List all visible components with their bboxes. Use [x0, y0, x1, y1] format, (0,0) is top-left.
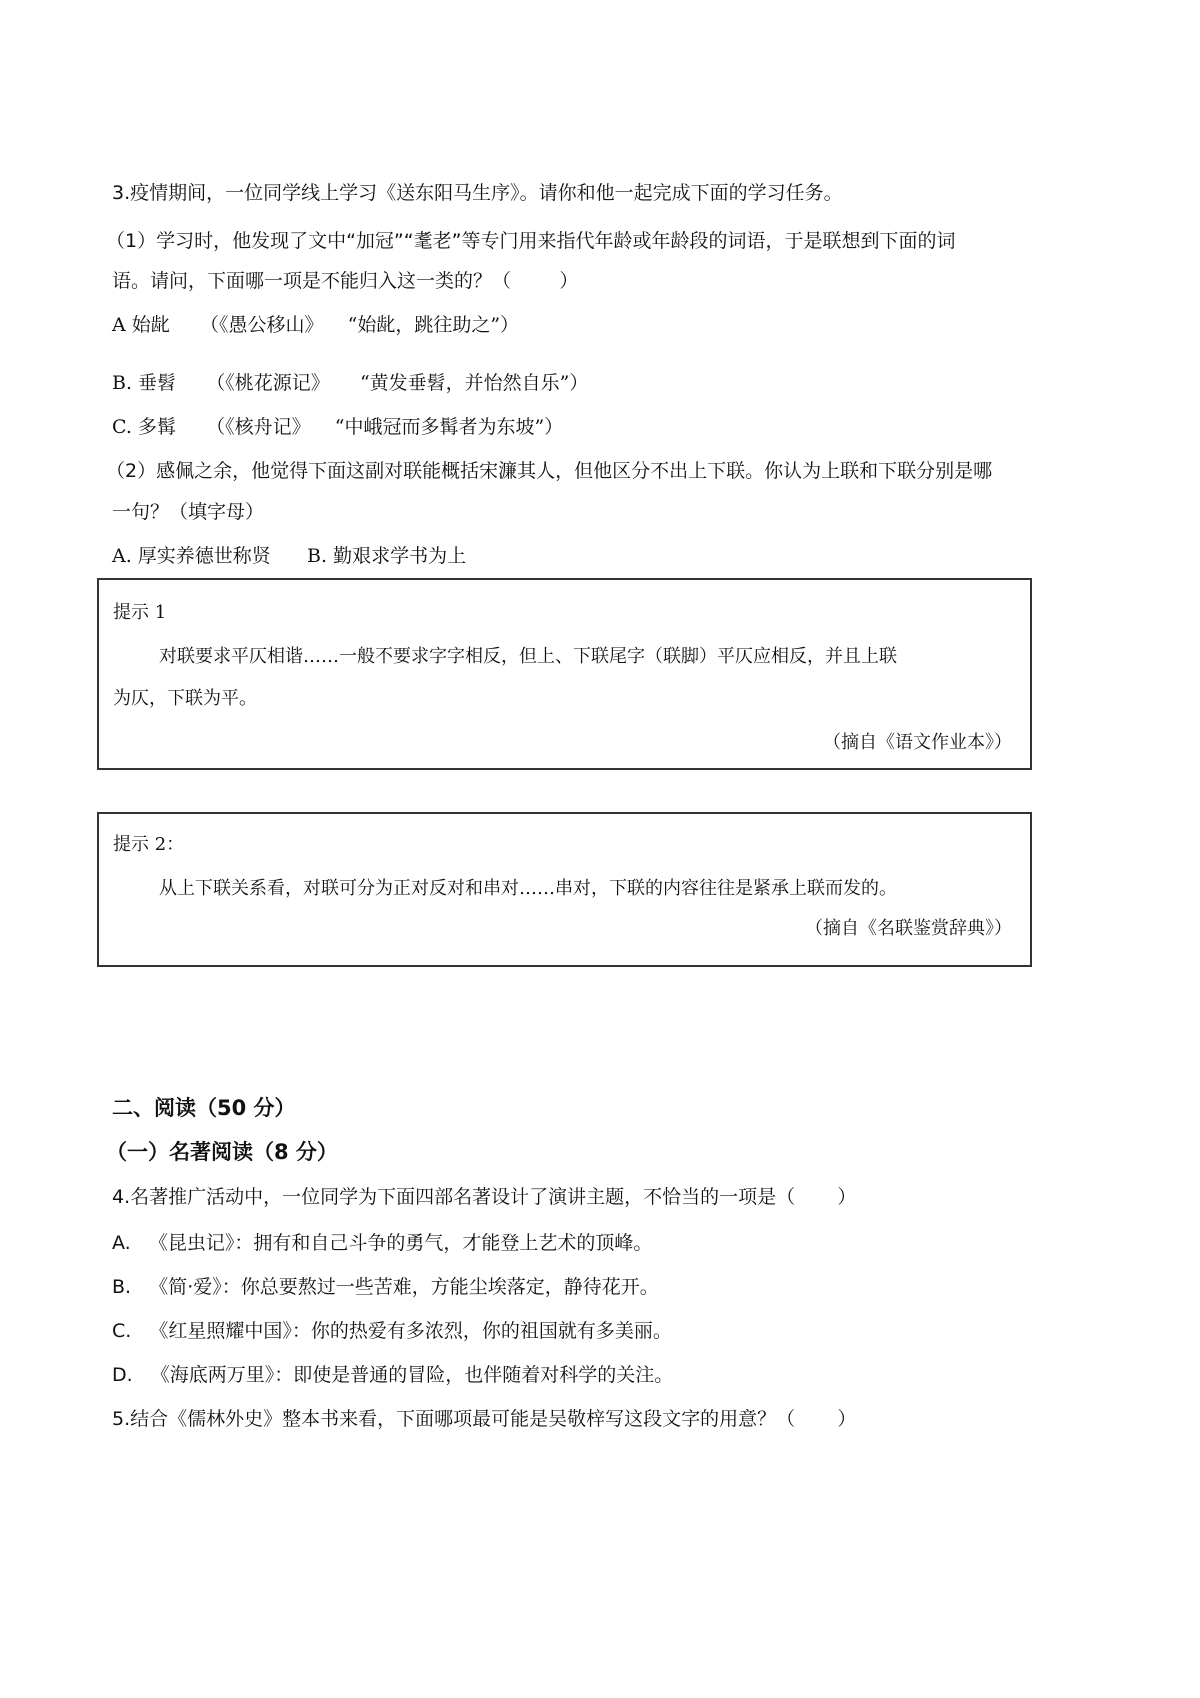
- subsection-heading: （一）名著阅读（8 分）: [106, 1140, 338, 1164]
- q5-stem: 5.结合《儒林外史》整本书来看，下面哪项最可能是吴敬梓写这段文字的用意？（ ）: [112, 1408, 857, 1430]
- q4-option-d: D. 《海底两万里》：即使是普通的冒险，也伴随着对科学的关注。: [112, 1364, 674, 1386]
- hint-1-title: 提示 1: [113, 602, 167, 623]
- q4-option-c: C. 《红星照耀中国》：你的热爱有多浓烈，你的祖国就有多美丽。: [112, 1320, 672, 1342]
- q3-part1-line1: （1）学习时，他发现了文中“加冠”“耄老”等专门用来指代年龄或年龄段的词语，于是联想到下面的词: [106, 230, 956, 252]
- q3-stem: 3.疫情期间，一位同学线上学习《送东阳马生序》。请你和他一起完成下面的学习任务。: [112, 182, 843, 204]
- hint-2-box: [97, 812, 1032, 967]
- q3-part2-line1: （2）感佩之余，他觉得下面这副对联能概括宋濂其人，但他区分不出上下联。你认为上联和下联分别是哪: [106, 460, 993, 482]
- q4-option-b: B. 《简·爱》：你总要熬过一些苦难，方能尘埃落定，静待花开。: [112, 1276, 659, 1298]
- q3-couplet-options: A. 厚实养德世称贤 B. 勤艰求学书为上: [112, 545, 467, 567]
- hint-2-title: 提示 2：: [113, 834, 185, 855]
- q4-option-a: A. 《昆虫记》：拥有和自己斗争的勇气，才能登上艺术的顶峰。: [112, 1232, 653, 1254]
- q3-part1-line2: 语。请问，下面哪一项是不能归入这一类的？（ ）: [112, 270, 579, 292]
- hint-1-text-line1: 对联要求平仄相谐……一般不要求字字相反，但上、下联尾字（联脚）平仄应相反，并且上联: [159, 646, 897, 667]
- q3-option-b: B. 垂髫 （《桃花源记》 “黄发垂髫，并怡然自乐”）: [112, 372, 589, 394]
- hint-1-box: [97, 578, 1032, 770]
- q3-option-a: A 始龀 （《愚公移山》 “始龀，跳往助之”）: [112, 314, 520, 336]
- q3-part2-line2: 一句？（填字母）: [112, 501, 265, 523]
- q3-option-c: C. 多髯 （《核舟记》 “中峨冠而多髯者为东坡”）: [112, 416, 564, 438]
- section-heading: 二、阅读（50 分）: [112, 1096, 296, 1120]
- hint-2-source: （摘自《名联鉴赏辞典》）: [805, 918, 1012, 939]
- hint-1-source: （摘自《语文作业本》）: [823, 732, 1012, 753]
- hint-1-text-line2: 为仄，下联为平。: [113, 688, 257, 709]
- q4-stem: 4.名著推广活动中，一位同学为下面四部名著设计了演讲主题，不恰当的一项是（ ）: [112, 1186, 857, 1208]
- hint-2-text-line1: 从上下联关系看，对联可分为正对反对和串对……串对，下联的内容往往是紧承上联而发的。: [159, 878, 897, 899]
